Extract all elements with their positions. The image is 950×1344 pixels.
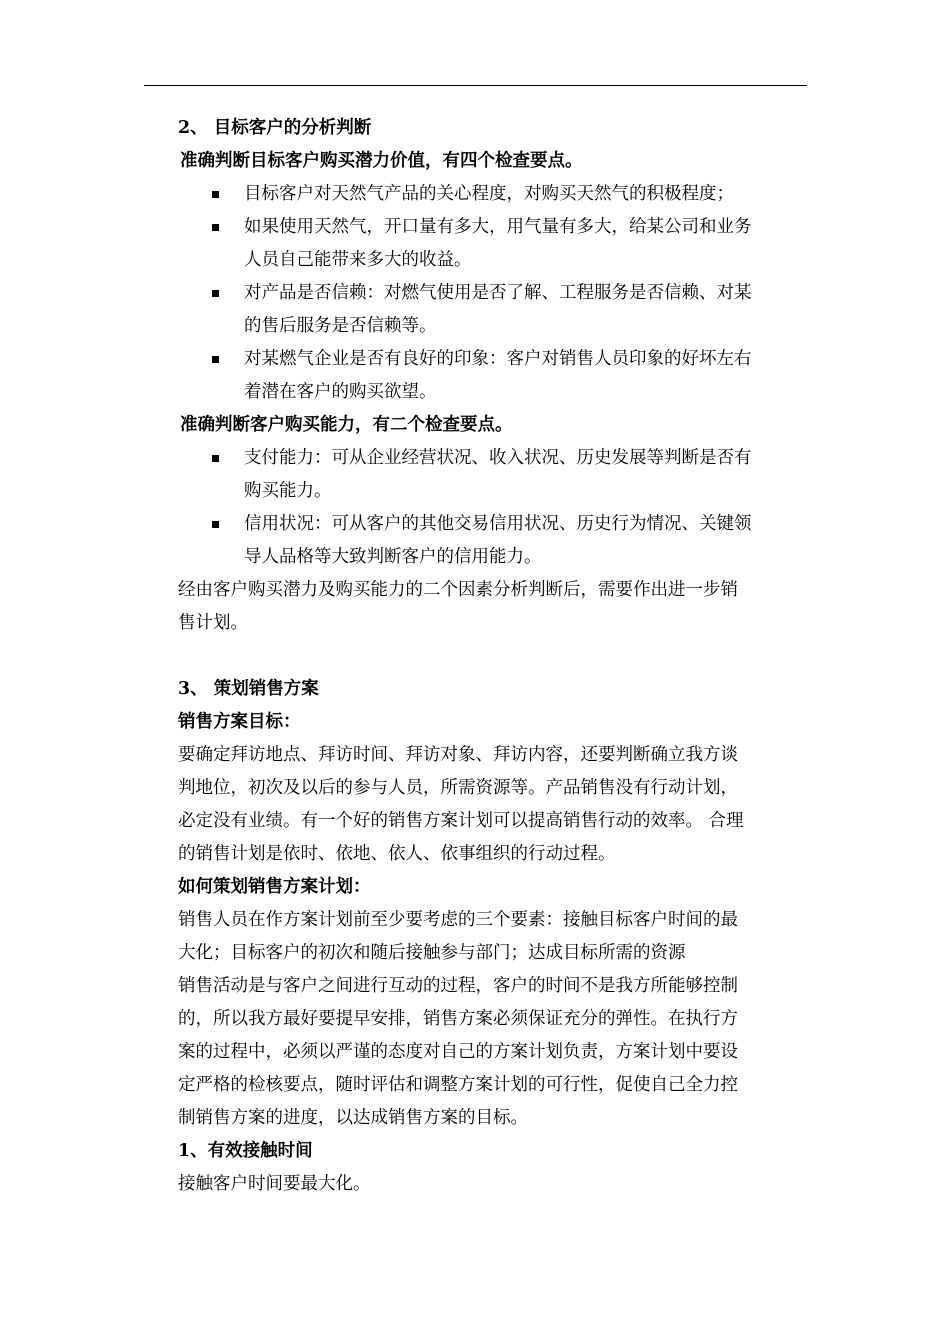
bullet-square-icon — [212, 290, 219, 297]
section-3-heading: 3、 策划销售方案 — [178, 679, 319, 699]
list-item — [178, 211, 808, 244]
list-item — [178, 277, 808, 310]
list-item-continuation: 着潜在客户的购买欲望。 — [244, 382, 437, 402]
list-item-text: 如果使用天然气，开口量有多大，用气量有多大，给某公司和业务 — [244, 217, 752, 237]
paragraph-line: 制销售方案的进度，以达成销售方案的目标。 — [178, 1108, 528, 1128]
list-item-continuation: 购买能力。 — [244, 481, 332, 501]
blank-line — [178, 640, 808, 673]
potential-title: 准确判断目标客户购买潜力价值，有四个检查要点。 — [180, 151, 583, 171]
paragraph-line: 销售活动是与客户之间进行互动的过程，客户的时间不是我方所能够控制 — [178, 976, 738, 996]
bullet-square-icon — [212, 191, 219, 198]
ability-title: 准确判断客户购买能力，有二个检查要点。 — [180, 415, 513, 435]
list-item — [178, 343, 808, 376]
paragraph-line: 大化；目标客户的初次和随后接触参与部门；达成目标所需的资源 — [178, 943, 686, 963]
list-item-continuation: 导人品格等大致判断客户的信用能力。 — [244, 547, 542, 567]
section-2-heading: 2、 目标客户的分析判断 — [178, 118, 372, 138]
paragraph-line: 销售人员在作方案计划前至少要考虑的三个要素：接触目标客户时间的最 — [178, 910, 738, 930]
potential-points-list — [178, 178, 808, 409]
document-body — [178, 112, 808, 1201]
subsection-1-title: 1、有效接触时间 — [178, 1141, 313, 1161]
list-item — [178, 508, 808, 541]
list-item-text: 目标客户对天然气产品的关心程度，对购买天然气的积极程度； — [244, 184, 734, 204]
conclusion-line-1: 经由客户购买潜力及购买能力的二个因素分析判断后，需要作出进一步销 — [178, 580, 738, 600]
conclusion-line-2: 售计划。 — [178, 613, 248, 633]
paragraph-line: 必定没有业绩。有一个好的销售方案计划可以提高销售行动的效率。 合理 — [178, 811, 744, 831]
list-item-text: 对某燃气企业是否有良好的印象：客户对销售人员印象的好坏左右 — [244, 349, 752, 369]
bullet-square-icon — [212, 224, 219, 231]
paragraph-line: 判地位，初次及以后的参与人员，所需资源等。产品销售没有行动计划， — [178, 778, 738, 798]
how-title: 如何策划销售方案计划： — [178, 877, 371, 897]
list-item-text: 对产品是否信赖：对燃气使用是否了解、工程服务是否信赖、对某 — [244, 283, 752, 303]
paragraph-line: 的销售计划是依时、依地、依人、依事组织的行动过程。 — [178, 844, 616, 864]
paragraph-line: 的，所以我方最好要提早安排，销售方案必须保证充分的弹性。在执行方 — [178, 1009, 738, 1029]
header-rule — [144, 85, 807, 86]
ability-points-list — [178, 442, 808, 574]
list-item-continuation: 人员自己能带来多大的收益。 — [244, 250, 472, 270]
list-item-continuation: 的售后服务是否信赖等。 — [244, 316, 437, 336]
paragraph-line: 案的过程中，必须以严谨的态度对自己的方案计划负责，方案计划中要设 — [178, 1042, 738, 1062]
goal-title: 销售方案目标： — [178, 712, 301, 732]
list-item — [178, 178, 808, 211]
bullet-square-icon — [212, 356, 219, 363]
paragraph-line: 接触客户时间要最大化。 — [178, 1174, 371, 1194]
bullet-square-icon — [212, 455, 219, 462]
paragraph-line: 要确定拜访地点、拜访时间、拜访对象、拜访内容，还要判断确立我方谈 — [178, 745, 738, 765]
paragraph-line: 定严格的检核要点，随时评估和调整方案计划的可行性，促使自己全力控 — [178, 1075, 738, 1095]
list-item — [178, 442, 808, 475]
list-item-text: 信用状况：可从客户的其他交易信用状况、历史行为情况、关键领 — [244, 514, 752, 534]
bullet-square-icon — [212, 521, 219, 528]
list-item-text: 支付能力：可从企业经营状况、收入状况、历史发展等判断是否有 — [244, 448, 752, 468]
